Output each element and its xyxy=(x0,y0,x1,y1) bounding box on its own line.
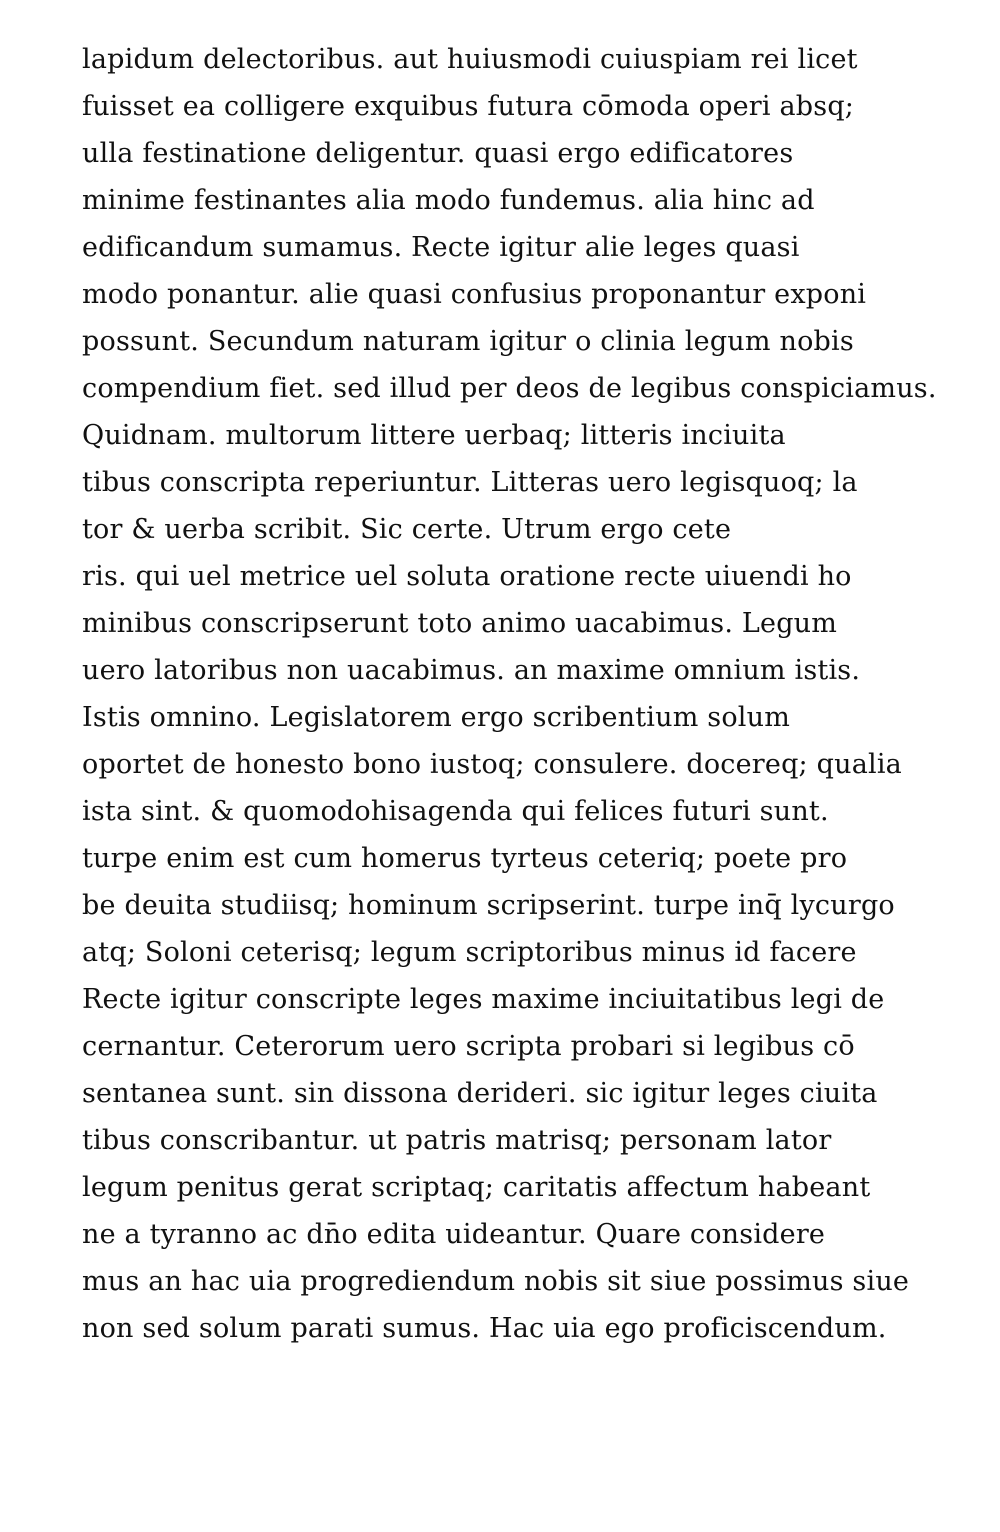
manuscript-line: ris. qui uel metrice uel soluta oratione recte uiuendi ho xyxy=(82,561,852,592)
manuscript-line: ulla festinatione deligentur. quasi ergo edificatores xyxy=(82,138,794,169)
manuscript-line: non sed solum parati sumus. Hac uia ego proficiscendum. xyxy=(82,1313,887,1344)
manuscript-line: minime festinantes alia modo fundemus. alia hinc ad xyxy=(82,185,815,216)
manuscript-text xyxy=(82,36,962,1352)
manuscript-line: minibus conscripserunt toto animo uacabimus. Legum xyxy=(82,608,838,639)
manuscript-line: possunt. Secundum naturam igitur o clinia legum nobis xyxy=(82,326,854,357)
manuscript-line: cernantur. Ceterorum uero scripta probari si legibus cō xyxy=(82,1031,855,1062)
manuscript-line: ne a tyranno ac dn̄o edita uideantur. Quare considere xyxy=(82,1219,826,1250)
manuscript-line: edificandum sumamus. Recte igitur alie leges quasi xyxy=(82,232,800,263)
manuscript-line: Istis omnino. Legislatorem ergo scribentium solum xyxy=(82,702,791,733)
manuscript-line: tibus conscribantur. ut patris matrisq; personam lator xyxy=(82,1125,832,1156)
manuscript-line: sentanea sunt. sin dissona derideri. sic igitur leges ciuita xyxy=(82,1078,878,1109)
manuscript-line: uero latoribus non uacabimus. an maxime omnium istis. xyxy=(82,655,861,686)
manuscript-line: Recte igitur conscripte leges maxime inciuitatibus legi de xyxy=(82,984,885,1015)
manuscript-line: oportet de honesto bono iustoq; consulere. docereq; qualia xyxy=(82,749,902,780)
manuscript-line: fuisset ea colligere exquibus futura cōmoda operi absq; xyxy=(82,91,855,122)
manuscript-line: atq; Soloni ceterisq; legum scriptoribus minus id facere xyxy=(82,937,857,968)
manuscript-line: modo ponantur. alie quasi confusius proponantur exponi xyxy=(82,279,867,310)
manuscript-line: be deuita studiisq; hominum scripserint. turpe inq̄ lycurgo xyxy=(82,890,895,921)
manuscript-line: legum penitus gerat scriptaq; caritatis affectum habeant xyxy=(82,1172,871,1203)
manuscript-line: tibus conscripta reperiuntur. Litteras uero legisquoq; la xyxy=(82,467,858,498)
manuscript-line: Quidnam. multorum littere uerbaq; litteris inciuita xyxy=(82,420,786,451)
manuscript-line: ista sint. & quomodohisagenda qui felices futuri sunt. xyxy=(82,796,829,827)
manuscript-line: lapidum delectoribus. aut huiusmodi cuiuspiam rei licet xyxy=(82,44,858,75)
manuscript-line: compendium fiet. sed illud per deos de legibus conspiciamus. xyxy=(82,373,937,404)
manuscript-line: mus an hac uia progrediendum nobis sit siue possimus siue xyxy=(82,1266,910,1297)
manuscript-line: turpe enim est cum homerus tyrteus ceteriq; poete pro xyxy=(82,843,848,874)
manuscript-line: tor & uerba scribit. Sic certe. Utrum ergo cete xyxy=(82,514,732,545)
